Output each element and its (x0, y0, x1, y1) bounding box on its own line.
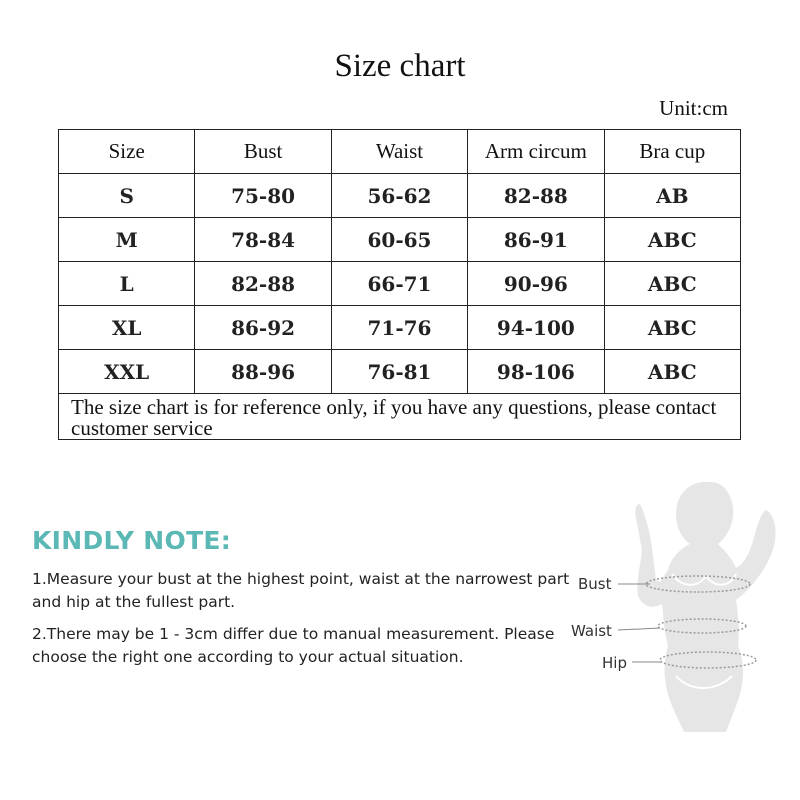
table-cell: 56-62 (331, 174, 467, 218)
table-row (59, 262, 741, 306)
table-header-row (59, 130, 741, 174)
hip-label: Hip (602, 654, 627, 672)
table-cell: ABC (604, 350, 740, 394)
table-cell: 94-100 (468, 306, 604, 350)
table-cell: L (59, 262, 195, 306)
table-cell: 71-76 (331, 306, 467, 350)
table-cell: 82-88 (195, 262, 331, 306)
table-cell: 86-91 (468, 218, 604, 262)
table-cell: 76-81 (331, 350, 467, 394)
table-cell: 78-84 (195, 218, 331, 262)
table-cell: ABC (604, 262, 740, 306)
waist-label: Waist (571, 622, 612, 640)
table-footnote: The size chart is for reference only, if you have any questions, please contact customer service (59, 394, 741, 440)
unit-label: Unit:cm (659, 96, 728, 120)
table-cell: AB (604, 174, 740, 218)
table-cell: ABC (604, 306, 740, 350)
measure-note: 1.Measure your bust at the highest point, waist at the narrowest part and hip at the fullest part. (32, 570, 570, 611)
table-row (59, 306, 741, 350)
table-row (59, 350, 741, 394)
column-header: Waist (331, 130, 467, 174)
table-row (59, 218, 741, 262)
table-cell: 82-88 (468, 174, 604, 218)
bust-label: Bust (578, 575, 612, 593)
table-cell: ABC (604, 218, 740, 262)
table-cell: M (59, 218, 195, 262)
page-title: Size chart (334, 48, 466, 84)
table-cell: 60-65 (331, 218, 467, 262)
table-row (59, 174, 741, 218)
table-cell: 88-96 (195, 350, 331, 394)
table-cell: XXL (59, 350, 195, 394)
table-cell: 90-96 (468, 262, 604, 306)
difference-note: 2.There may be 1 - 3cm differ due to manual measurement. Please choose the right one according to your actual situation. (32, 625, 555, 666)
table-cell: XL (59, 306, 195, 350)
table-cell: 86-92 (195, 306, 331, 350)
table-cell: S (59, 174, 195, 218)
column-header: Bust (195, 130, 331, 174)
table-footnote-row (59, 394, 741, 440)
silhouette-shape (635, 482, 775, 732)
column-header: Bra cup (604, 130, 740, 174)
table-cell: 66-71 (331, 262, 467, 306)
table-cell: 98-106 (468, 350, 604, 394)
table-cell: 75-80 (195, 174, 331, 218)
body-silhouette-figure (560, 470, 800, 740)
column-header: Size (59, 130, 195, 174)
size-table (58, 129, 741, 440)
column-header: Arm circum (468, 130, 604, 174)
kindly-note-heading: KINDLY NOTE: (32, 526, 232, 555)
